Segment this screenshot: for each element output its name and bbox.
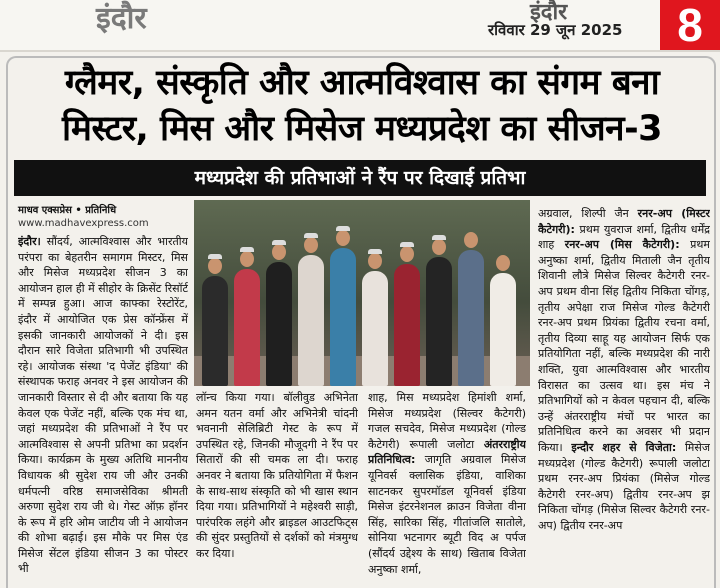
byline: माधव एक्सप्रेस • प्रतिनिधि	[18, 205, 117, 216]
person-head	[464, 232, 478, 248]
column-2-text: लॉन्च किया गया। बॉलीवुड अभिनेता अमन यतन वर्मा और अभिनेत्री चांदनी भवनानी सेलिब्रिटी गेस्ट के रूप में उपस्थित रहे, जिनकी मौजूदगी ने रैंप पर सितारों की सी चमक ला दी। फराह अनवर ने बताया कि प्रतियोगिता में फैशन के साथ-साथ संस्कृति को भी खास स्थान दिया गया। प्रतिभागियों ने महेश्वरी साड़ी, पारंपरिक लहंगे और ब्राइडल आउटफिट्स की सुंदर प्रस्तुतियों से दर्शकों को मंत्रमुग्ध कर दिया।	[196, 391, 358, 560]
website-link[interactable]: www.madhavexpress.com	[18, 218, 149, 229]
person-figure	[490, 273, 516, 386]
person-figure	[394, 264, 420, 386]
masthead	[0, 0, 720, 52]
article-column-1	[18, 234, 188, 580]
international-heading: अंतरराष्ट्रीय प्रतिनिधित्व:	[368, 437, 526, 467]
headline-line-2: मिस्टर, मिस और मिसेज मध्यप्रदेश का सीजन-3	[61, 109, 662, 149]
person-figure	[426, 257, 452, 386]
person-head	[272, 244, 286, 260]
person-head	[432, 239, 446, 255]
crown-icon	[400, 242, 414, 247]
dateline: इंदौर।	[18, 235, 41, 248]
masthead-city: इंदौर	[530, 0, 568, 25]
person-figure	[266, 262, 292, 386]
person-head	[240, 251, 254, 267]
column-4-a: प्रथम युवराज शर्मा, द्वितीय धर्मेंद्र शाह	[538, 222, 710, 252]
indore-winners-heading: इन्दौर शहर से विजेता:	[571, 440, 677, 454]
headline	[12, 60, 712, 152]
miss-runnerup-heading: रनर-अप (मिस कैटेगरी):	[564, 238, 680, 252]
person-head	[304, 237, 318, 253]
person-figure	[298, 255, 324, 386]
section-title: इंदौर	[96, 1, 147, 36]
crown-icon	[304, 233, 318, 238]
column-3-text: जागृति अग्रवाल मिसेज यूनिवर्स क्लासिक इंडिया, वाशिका साटनकर सुपरमॉडल यूनिवर्स इंडिया मिसेज इंटरनेशनल क्राउन विजेता वीना सिंह, सारिका सिंह, गीतांजलि सातोले, सोनिया भटनागर ब्यूटी विद अ पर्पज (सौंदर्य उद्देश्य के साथ) खिताब विजेता अनुष्का शर्मा,	[368, 453, 526, 576]
crown-icon	[368, 249, 382, 254]
crown-icon	[336, 226, 350, 231]
crown-icon	[272, 240, 286, 245]
person-figure	[202, 276, 228, 386]
person-figure	[458, 250, 484, 386]
group-photo-icon	[194, 200, 530, 386]
article-column-2	[196, 390, 358, 580]
column-1-text: सौंदर्य, आत्मविश्वास और भारतीय परंपरा का बेहतरीन समागम मिस्टर, मिस और मिसेज मध्यप्रदेश सीजन 3 का आयोजन हाल ही में सीहोर के क्रिसेंट रिसॉर्ट में सम्पन्न हुआ। आज काफ्का रेस्टोरेंट, इंदौर में आयोजित एक प्रेस कॉन्फ्रेंस में इसकी जानकारी आयोजकों ने दी। इस दौरान सारे विजेता प्रतिभागी भी उपस्थित रहे। आयोजक संस्था 'द पेजेंट इंडिया' की संस्थापक फराह अनवर ने इस आयोजन की जानकारी विस्तार से दी और बताया कि यह केवल एक पेजेंट नहीं, बल्कि एक मंच था, जहां मध्यप्रदेश की प्रतिभाओं ने रैंप पर आत्मविश्वास से अपनी प्रतिभा का प्रदर्शन किया। कार्यक्रम के मुख्य अतिथि माननीय विधायक श्री सुदेश राय जी और उनकी धर्मपत्नी वरिष्ठ समाजसेविका श्रीमती अरुणा सुदेश राय जी थे। गेस्ट ऑफ़ हॉनर के रूप में हरि ओम जाटीय जी ने आयोजन की शोभा बढ़ाई। इस मौके पर मिस एंड मिसेज सेंटल इंडिया सीजन 3 का पोस्टर भी	[18, 235, 188, 576]
crown-icon	[240, 247, 254, 252]
crown-icon	[432, 235, 446, 240]
masthead-date: रविवार 29 जून 2025	[488, 21, 623, 39]
crown-icon	[208, 254, 222, 259]
person-figure	[362, 271, 388, 386]
person-head	[496, 255, 510, 271]
person-head	[368, 253, 382, 269]
article-column-4	[538, 206, 710, 580]
person-figure	[330, 248, 356, 386]
subheadline: मध्यप्रदेश की प्रतिभाओं ने रैंप पर दिखाई प्रतिभा	[14, 160, 706, 196]
person-figure	[234, 269, 260, 386]
column-4-pre: अग्रवाल, शिल्पी जैन	[538, 207, 638, 220]
person-head	[208, 258, 222, 274]
person-head	[400, 246, 414, 262]
page-number: 8	[660, 0, 720, 50]
column-4-b: प्रथम अनुष्का शर्मा, द्वितीय मिताली जैन तृतीय शिवानी लौत्रे मिसेज सिल्वर कैटेगरी रनर-अप प्रथम वीना सिंह द्वितीय निकिता चोंगड़, तृतीय अपेक्षा राज मिसेज गोल्ड कैटेगरी रनर-अप प्रथम प्रियंका द्वितीय रचना वर्मा, तृतीय दिव्या साहू यह आयोजन सिर्फ एक प्रतियोगिता नहीं, बल्कि मध्यप्रदेश की नारी शक्ति, युवा आत्मविश्वास और भारतीय विरासत का उत्सव था। इस मंच ने प्रतिभागियों को न केवल पहचान दी, बल्कि उन्हें अंतरराष्ट्रीय मंचों पर भारत का प्रतिनिधित्व करने का अवसर भी प्रदान किया।	[538, 238, 710, 454]
headline-line-1: ग्लैमर, संस्कृति और आत्मविश्वास का संगम बना	[64, 63, 660, 103]
article-column-3	[368, 390, 526, 580]
column-3-pre: शाह, मिस मध्यप्रदेश हिमांशी शर्मा, मिसेज मध्यप्रदेश (सिल्वर कैटेगरी) गजल सचदेव, मिसेज मध्यप्रदेश (गोल्ड कैटेगरी) रूपाली जलोटा	[368, 391, 526, 451]
person-head	[336, 230, 350, 246]
mister-runnerup-heading: रनर-अप (मिस्टर कैटेगरी):	[538, 207, 710, 236]
column-4-c: मिसेज मध्यप्रदेश (गोल्ड कैटेगरी) रूपाली जलोटा प्रथम रनर-अप प्रियंका (मिसेज गोल्ड कैटेगरी रनर-अप) द्वितीय रनर-अप झ निकिता चोंगड़ (मिसेज सिल्वर कैटेगरी रनर-अप) द्वितीय रनर-अप	[538, 440, 710, 532]
